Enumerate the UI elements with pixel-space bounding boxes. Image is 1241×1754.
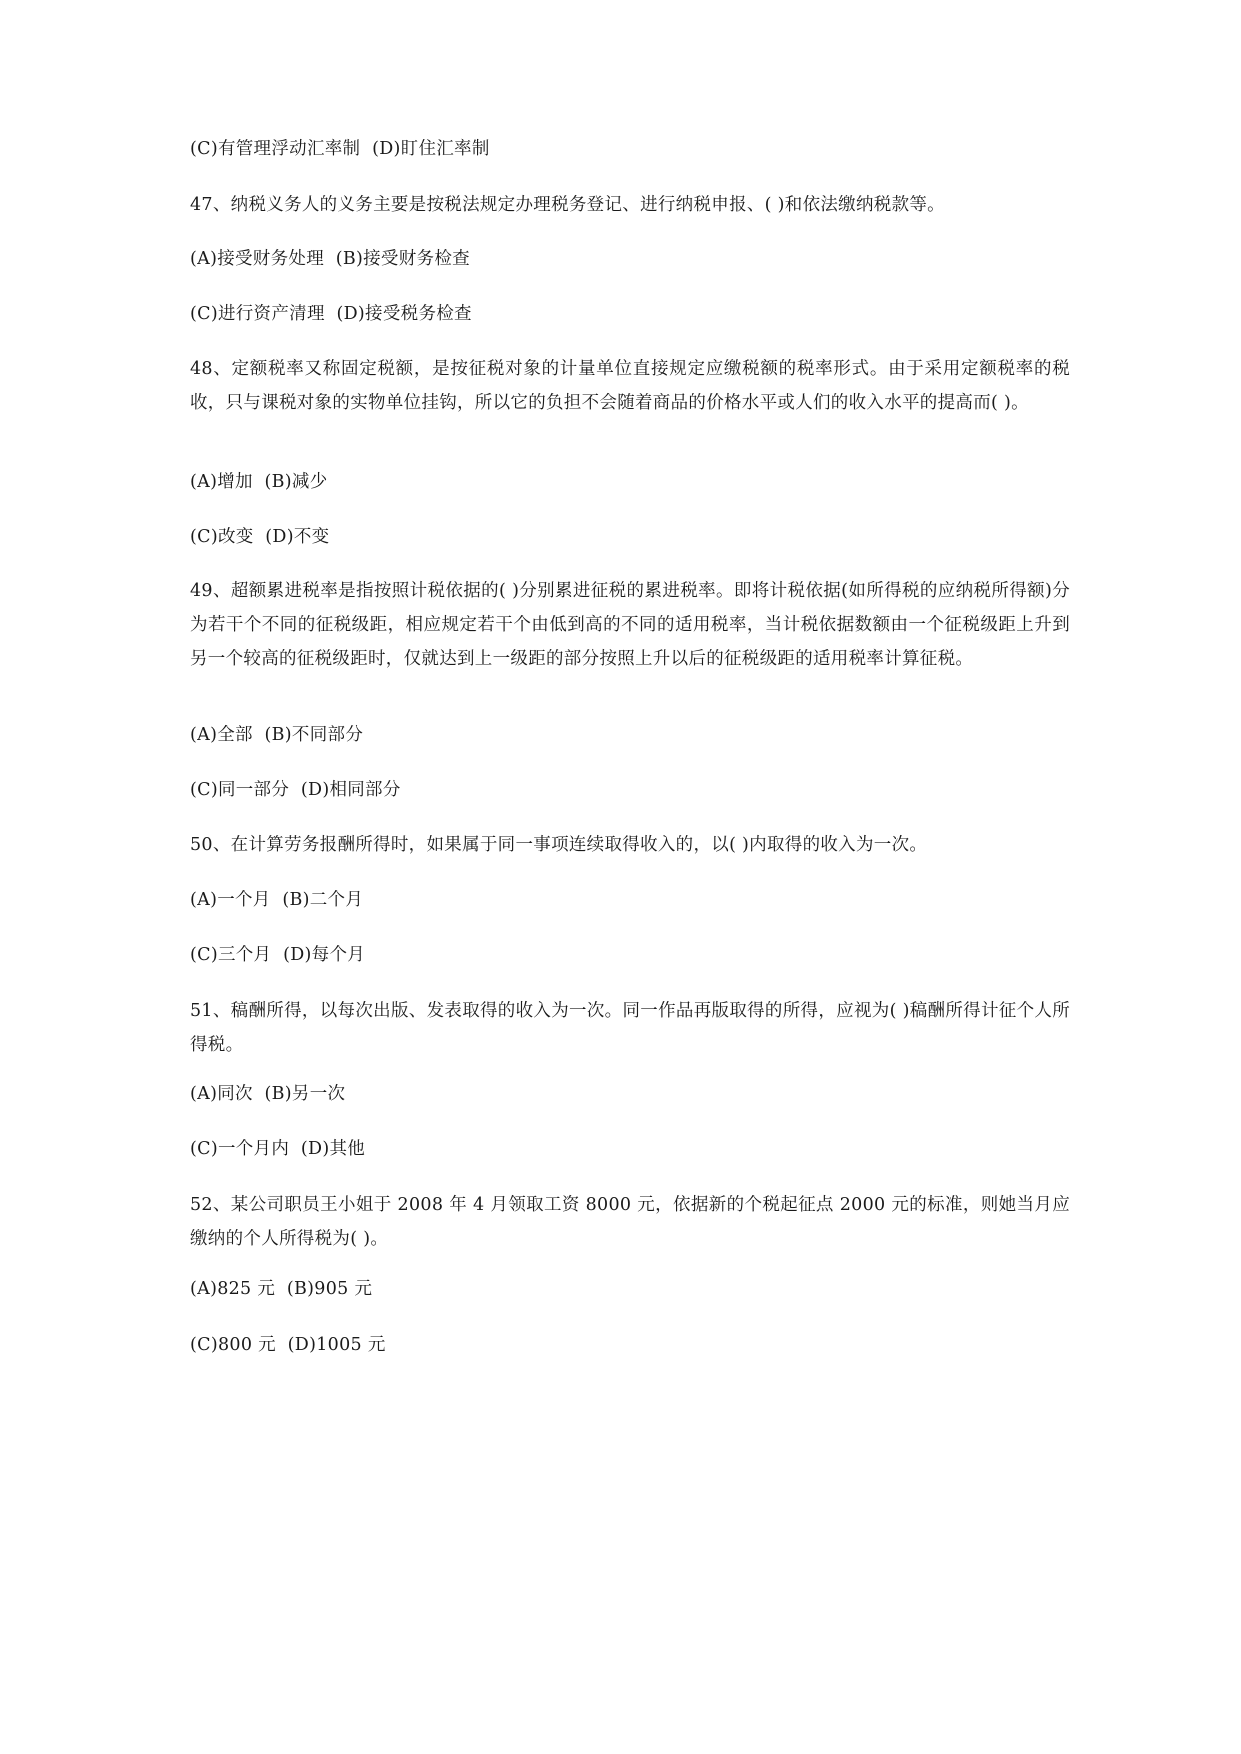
q47-options-cd: (C)进行资产清理 (D)接受税务检查 [190, 304, 472, 324]
q51-options-ab: (A)同次 (B)另一次 [190, 1084, 346, 1104]
q51-options-cd: (C)一个月内 (D)其他 [190, 1139, 366, 1159]
q52-stem: 52、某公司职员王小姐于 2008 年 4 月领取工资 8000 元，依据新的个税起征点 2000 元的标准，则她当月应缴纳的个人所得税为( )。 [190, 1195, 1070, 1249]
q49-options-cd: (C)同一部分 (D)相同部分 [190, 780, 401, 800]
q49-stem: 49、超额累进税率是指按照计税依据的( )分别累进征税的累进税率。即将计税依据(如所得税的应纳税所得额)分为若干个不同的征税级距，相应规定若干个由低到高的不同的适用税率，当计税依据数额由一个征税级距上升到另一个较高的征税级距时，仅就达到上一级距的部分按照上升以后的征税级距的适用税率计算征税。 [190, 581, 1070, 669]
q52-options-ab: (A)825 元 (B)905 元 [190, 1279, 373, 1299]
q47-stem: 47、纳税义务人的义务主要是按税法规定办理税务登记、进行纳税申报、( )和依法缴纳税款等。 [190, 195, 945, 215]
q51-stem: 51、稿酬所得，以每次出版、发表取得的收入为一次。同一作品再版取得的所得，应视为( )稿酬所得计征个人所得税。 [190, 1001, 1070, 1055]
q47-options-ab: (A)接受财务处理 (B)接受财务检查 [190, 249, 470, 269]
q49-options-ab: (A)全部 (B)不同部分 [190, 725, 364, 745]
q50-options-ab: (A)一个月 (B)二个月 [190, 890, 364, 910]
q52-options-cd: (C)800 元 (D)1005 元 [190, 1335, 386, 1355]
q48-stem: 48、定额税率又称固定税额，是按征税对象的计量单位直接规定应缴税额的税率形式。由于采用定额税率的税收，只与课税对象的实物单位挂钩，所以它的负担不会随着商品的价格水平或人们的收入水平的提高而( )。 [190, 359, 1070, 413]
q50-stem: 50、在计算劳务报酬所得时，如果属于同一事项连续取得收入的，以( )内取得的收入为一次。 [190, 835, 928, 855]
q48-options-ab: (A)增加 (B)减少 [190, 472, 328, 492]
q48-options-cd: (C)改变 (D)不变 [190, 527, 330, 547]
q46-options-cd: (C)有管理浮动汇率制 (D)盯住汇率制 [190, 139, 490, 159]
q50-options-cd: (C)三个月 (D)每个月 [190, 945, 366, 965]
